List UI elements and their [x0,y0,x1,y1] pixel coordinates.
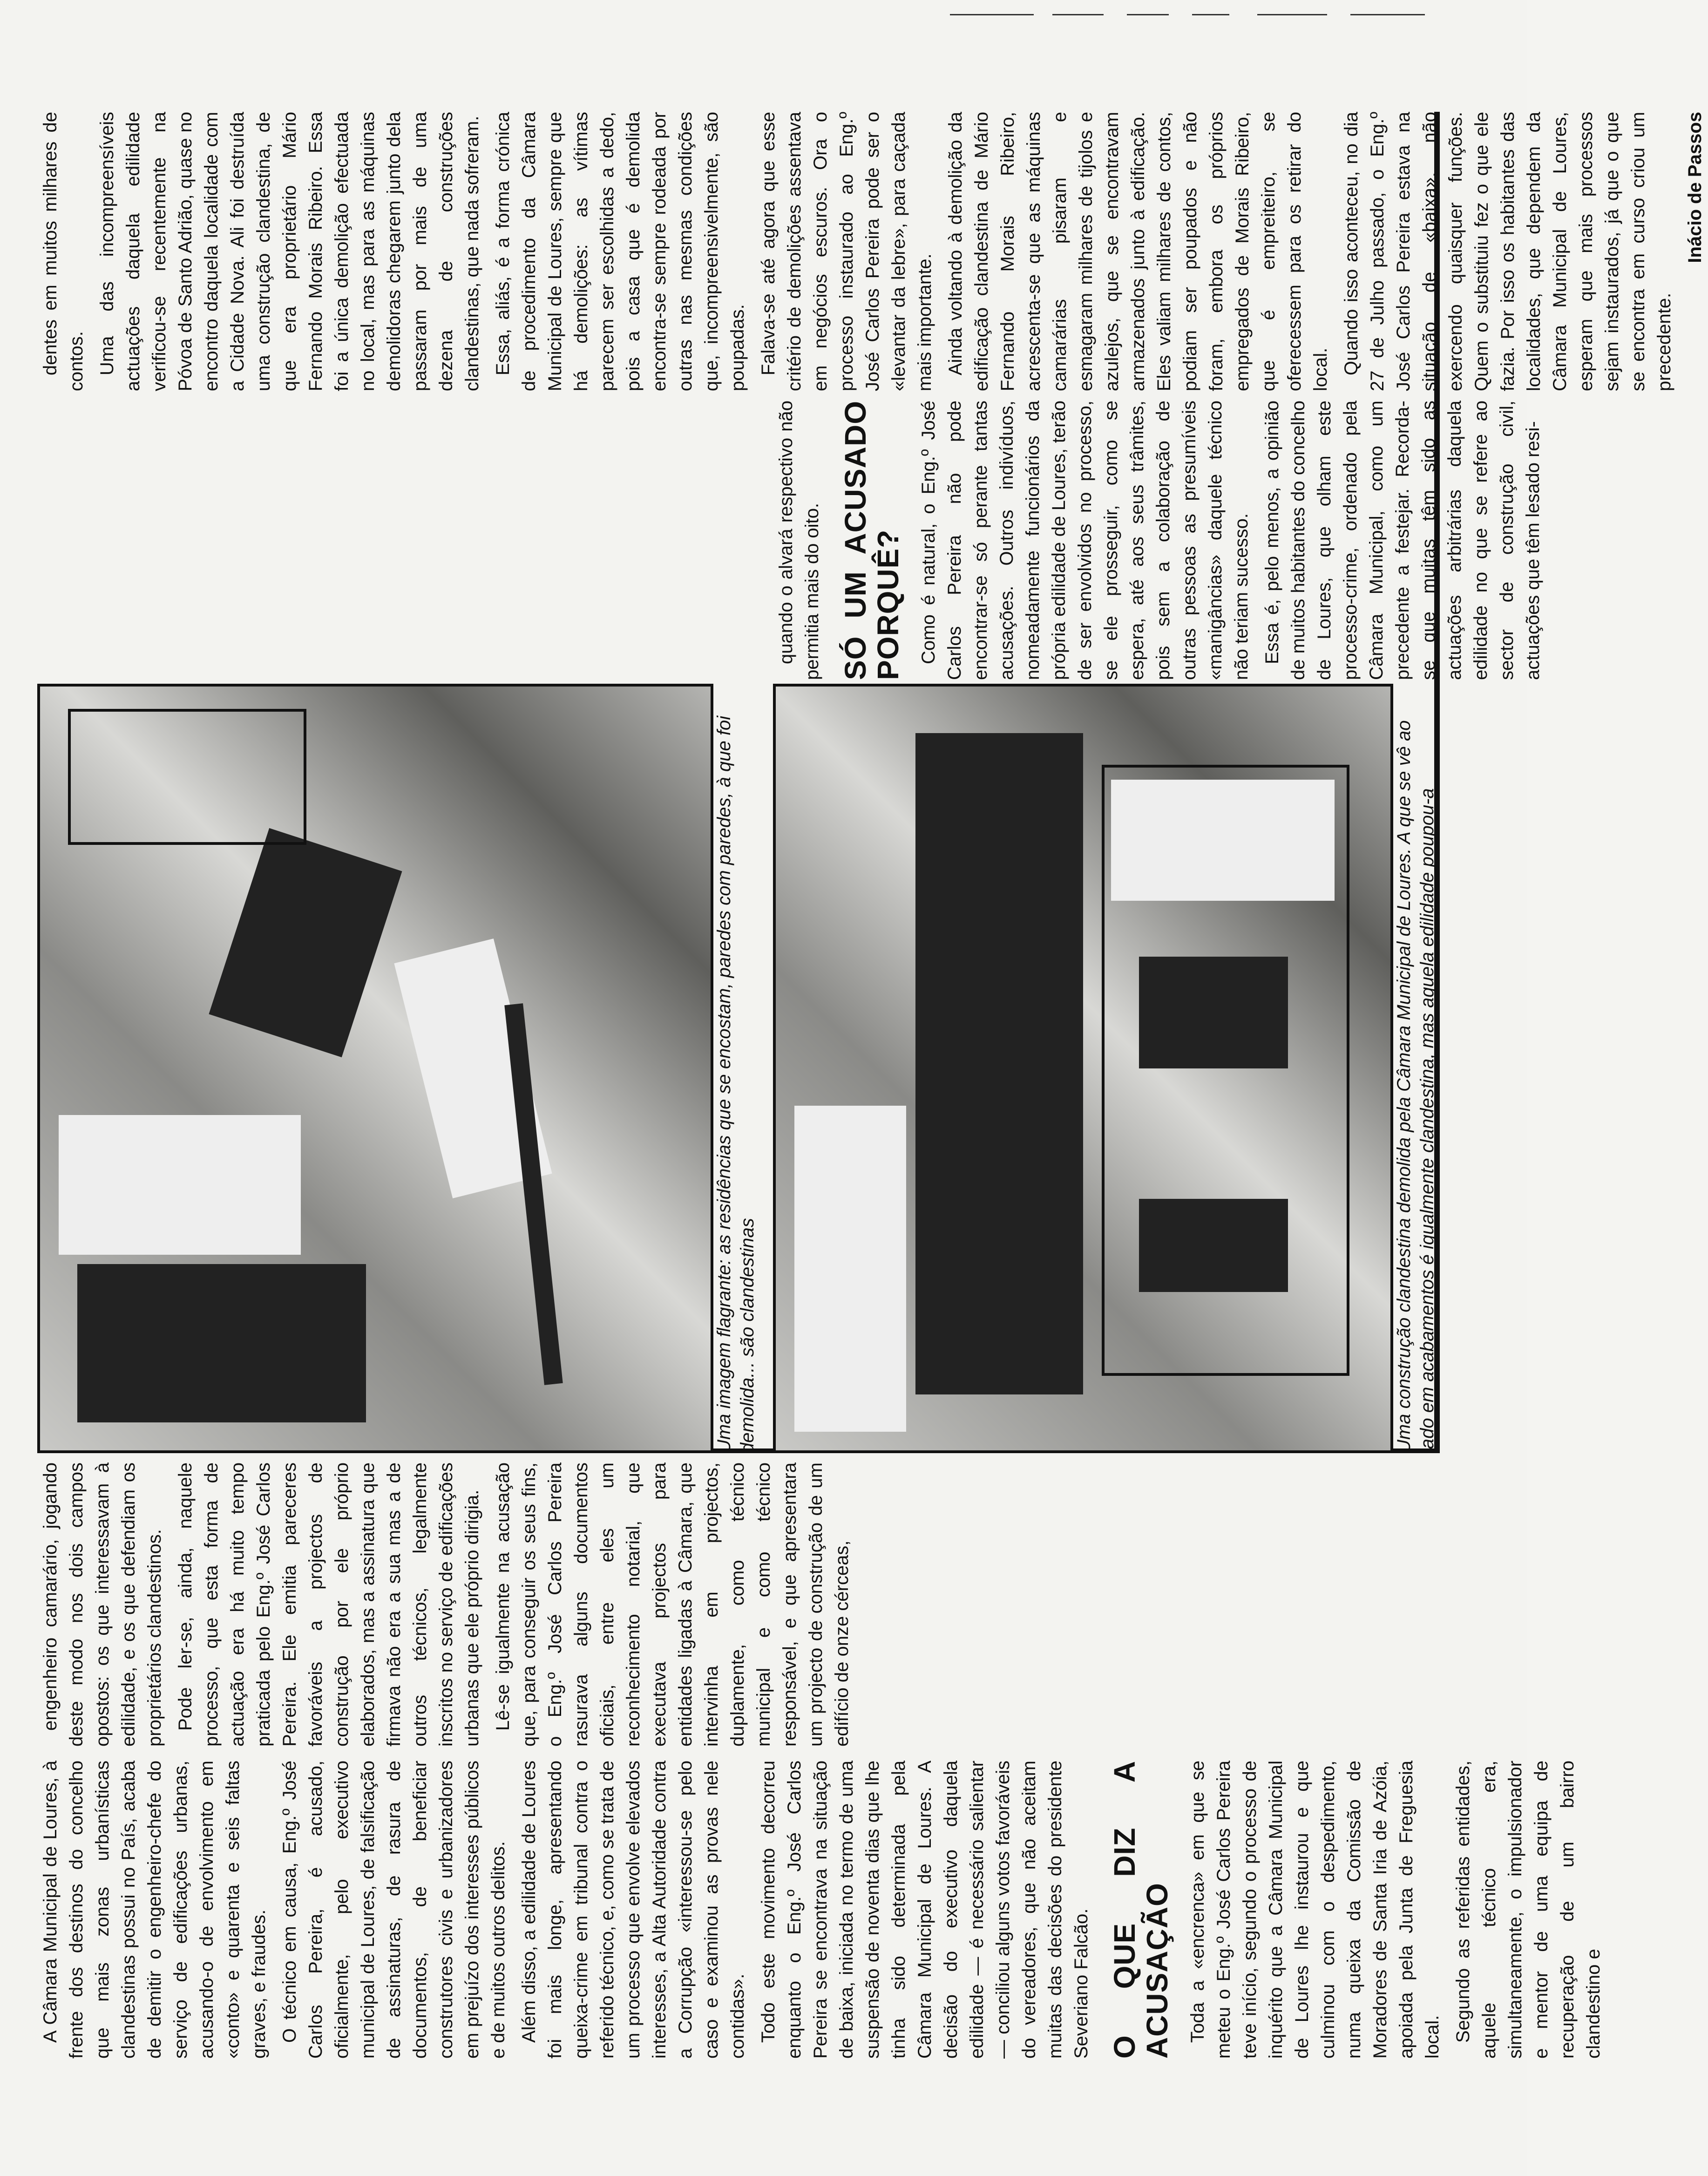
scan-edge-line [1127,14,1169,15]
photo-demolished-house [37,684,713,1453]
photo-caption: Uma imagem flagrante: as residências que se encostam, paredes com paredes, à que foi demolida... são clandestinas [714,715,758,1453]
paragraph: Segundo as referidas entidades, aquele técnico era, simultaneamente, o impulsionador e mentor de uma equipa de recuperação de um bairro clandestino e [1453,1761,1604,2059]
paragraph: Essa, aliás, é a forma crónica de procedimento da Câmara Municipal de Loures, sempre que há demolições: as vítimas parecem ser escolhidas a dedo, pois a casa que é demolida encontra-se sempre rodeada por outras nas mesmas condições que, incompreensivelmente, são poupadas. [493,112,748,391]
paragraph: Pode ler-se, ainda, naquele processo, que esta forma de actuação era há muito tempo praticada pelo Eng.º José Carlos Pereira. Ele emitia pareceres favoráveis a projectos de construção por ele próprio elaborados, mas a assinatura que firmava não era a sua mas a de outros técnicos, legalmente inscritos no serviço de edificações urbanas que ele próprio dirigia. [175,1462,482,1747]
scan-edge-line [1192,14,1229,15]
section-heading: SÓ UM ACUSADO PORQUÊ? [839,401,905,680]
paragraph: Falava-se até agora que esse critério de demolições assentava em negócios escuros. Ora o processo instaurado ao Eng.º José Carlos Pereira pode ser o «levantar da lebre», para caçada mais importante. [758,112,935,391]
paragraph: Todo este movimento decorreu enquanto o Eng.º José Carlos Pereira se encontrava na situação de baixa, iniciada no termo de uma suspensão de noventa dias que lhe tinha sido determinada pela Câmara Municipal de Loures. A decisão do executivo daquela edilidade — é necessário salientar — conciliou alguns votos favoráveis do vereadores, que não aceitam muitas das decisões do presidente Severiano Falcão. [758,1761,1091,2059]
scan-edge-line [950,14,1034,15]
photo-caption: Uma construção clandestina demolida pela Câmara Municipal de Loures. A que se vê ao lado em acabamentos é igualmente clandestina, mas aquela edilidade poupou-a [1394,720,1437,1453]
article-column-1 [37,1761,1604,2059]
paragraph: Ainda voltando à demolição da edificação clandestina de Mário Fernando Morais Ribeiro, acrescenta-se que as máquinas camarárias pisaram e esmagaram milhares de tijolos e azulejos, que se encontravam armazenados junto à edificação. Eles valiam milhares de contos, podiam ser poupados e não foram, embora os próprios empregados de Morais Ribeiro, que é empreiteiro, se oferecessem para os retirar do local. [945,112,1331,391]
paragraph: dentes em muitos milhares de contos. [40,112,87,391]
scan-edge-line [1350,14,1425,15]
photo-demolished-construction [773,684,1393,1453]
paragraph: A Câmara Municipal de Loures, à frente dos destinos do concelho que mais zonas urbanísticas clandestinas possui no País, acaba de demitir o engenheiro-chefe do serviço de edificações urbanas, acusando-o de envolvimento em «conto» e quarenta e seis faltas graves, e fraudes. [40,1761,269,2059]
paragraph: O técnico em causa, Eng.º José Carlos Pereira, é acusado, oficialmente, pelo executivo municipal de Loures, de falsificação de assinaturas, de rasura de documentos, de beneficiar construtores civis e urbanizadores em prejuízo dos interesses públicos e de muitos outros delitos. [279,1761,508,2059]
paragraph: Lê-se igualmente na acusação que, para conseguir os seus fins, o Eng.º José Carlos Pereira rasurava alguns documentos oficiais, entre eles um reconhecimento notarial, que executava projectos para entidades ligadas à Câmara, que intervinha em projectos, duplamente, como técnico municipal e como técnico responsável, e que apresentara um projecto de construção de um edifício de onze cérceas, [493,1462,852,1747]
paragraph: Quando isso aconteceu, no dia 27 de Julho passado, o Eng.º José Carlos Pereira estava na situação de «baixa», não exercendo quaisquer funções. Quem o substituiu fez o que ele fazia. Por isso os habitantes das localidades, que dependem da Câmara Municipal de Loures, esperam que mais processos sejam instaurados, já que o que se encontra em curso criou um precedente. [1341,112,1674,391]
paragraph: Além disso, a edilidade de Loures foi mais longe, apresentando queixa-crime em tribunal contra o referido técnico, e, como se trata de um processo que envolve elevados interesses, a Alta Autoridade contra a Corrupção «interessou-se pelo caso e examinou as provas nele contidas». [519,1761,748,2059]
author-signature: Inácio de Passos [1685,112,1705,263]
paragraph: Como é natural, o Eng.º José Carlos Pereira não pode encontrar-se só perante tantas acusações. Outros indivíduos, nomeadamente funcionários da própria edilidade de Loures, terão de ser envolvidos no processo, se ele prosseguir, como se espera, até aos seus trâmites, pois sem a colaboração de outras pessoas as presumíveis «manigâncias» daquele técnico não teriam sucesso. [918,401,1252,680]
article-column-2 [37,1462,852,1747]
paragraph: Uma das incompreensíveis actuações daquela edilidade verificou-se recentemente na Póvoa de Santo Adrião, quase no encontro daquela localidade com a Cidade Nova. Ali foi destruída uma construção clandestina, de que era proprietário Mário Fernando Morais Ribeiro. Essa foi a única demolição efectuada no local, mas para as máquinas demolidoras chegarem junto dela passaram por mais de uma dezena de construções clandestinas, que nada sofreram. [97,112,482,391]
paragraph: Essa é, pelo menos, a opinião de muitos habitantes do concelho de Loures, que olham este processo-crime, ordenado pela Câmara Municipal, como um precedente a festejar. Recorda-se que muitas têm sido as actuações arbitrárias daquela edilidade no que se refere ao sector de construção civil, actuações que têm lesado resi- [1262,401,1543,680]
article-column-4 [37,112,1705,391]
scan-edge-line [1052,14,1104,15]
paragraph: engenheiro camarário, jogando deste modo nos dois campos opostos: os que interessavam à edilidade, e os que defendiam os proprietários clandestinos. [40,1462,165,1747]
scan-edge-line [1257,14,1327,15]
paragraph: Toda a «encrenca» em que se meteu o Eng.º José Carlos Pereira teve início, segundo o processo de inquérito que a Câmara Municipal de Loures lhe instaurou e que culminou com o despedimento, numa queixa da Comissão de Moradores de Santa Iria de Azóia, apoiada pela Junta de Freguesia local. [1187,1761,1443,2059]
newspaper-article [37,102,1705,2059]
paragraph: quando o alvará respectivo não permitia mais do oito. [776,401,822,680]
article-column-3 [773,401,1543,680]
section-heading: O QUE DIZ A ACUSAÇÃO [1108,1761,1174,2059]
